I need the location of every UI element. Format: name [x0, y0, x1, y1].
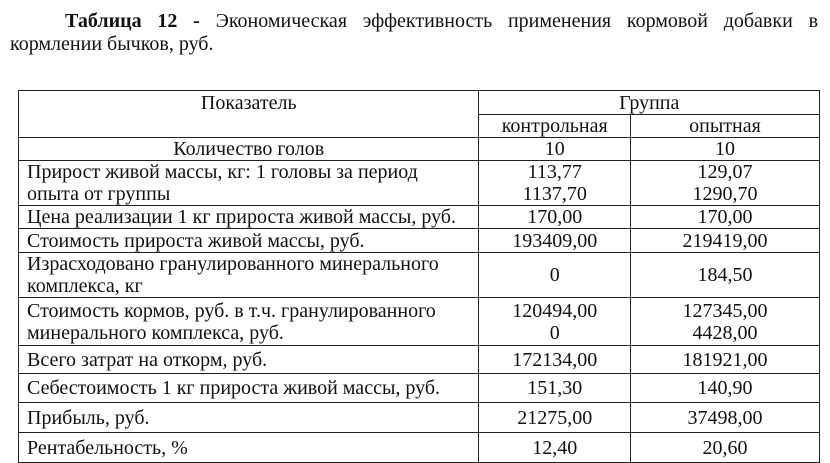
economic-efficiency-table: [18, 90, 820, 463]
control-value-cell: [479, 253, 630, 298]
experimental-value-cell-line: 20,60: [702, 436, 748, 459]
table-row: [19, 298, 820, 346]
indicator-cell-line: Себестоимость 1 кг прироста живой массы, руб.: [27, 377, 441, 399]
indicator-cell-line: Рентабельность, %: [27, 436, 188, 459]
experimental-value-cell-line: 184,50: [697, 264, 753, 286]
table-number: Таблица 12: [65, 10, 178, 32]
experimental-value-cell: [630, 138, 819, 161]
indicator-cell-line: Стоимость прироста живой массы, руб.: [27, 229, 365, 252]
experimental-value-cell-line: 1290,70: [692, 183, 758, 205]
control-value-cell: [479, 298, 630, 346]
indicator-cell-line: Количество голов: [173, 138, 325, 160]
indicator-cell-line: опыта от группы: [27, 183, 171, 205]
experimental-value-cell-line: 37498,00: [687, 406, 763, 429]
experimental-value-cell-line: 170,00: [697, 206, 753, 228]
experimental-value-cell: [630, 253, 819, 298]
indicator-cell: [19, 374, 479, 403]
table-row: [19, 253, 820, 298]
control-value-cell-line: 120494,00: [512, 299, 598, 322]
experimental-value-cell: [630, 298, 819, 346]
control-value-cell-line: 172134,00: [512, 348, 598, 371]
experimental-value-cell: [630, 229, 819, 253]
experimental-value-cell: [630, 433, 819, 463]
experimental-value-cell-line: 4428,00: [692, 321, 758, 344]
control-value-cell-line: 0: [549, 321, 560, 344]
indicator-cell: [19, 161, 479, 206]
control-value-cell-line: 113,77: [527, 161, 582, 183]
indicator-cell-line: Всего затрат на откорм, руб.: [27, 348, 268, 371]
table-row: [19, 433, 820, 463]
experimental-value-cell: [630, 346, 819, 374]
indicator-cell-line: Израсходовано гранулированного минерального: [27, 253, 439, 275]
indicator-cell: [19, 433, 479, 463]
table-row: [19, 374, 820, 403]
control-value-cell-line: 170,00: [527, 206, 583, 228]
indicator-cell-line: комплекса, кг: [27, 275, 143, 297]
experimental-value-cell: [630, 374, 819, 403]
control-value-cell: [479, 403, 630, 433]
indicator-cell-line: Прирост живой массы, кг: 1 головы за период: [27, 161, 418, 183]
control-value-cell: [479, 229, 630, 253]
experimental-value-cell: [630, 161, 819, 206]
experimental-value-cell-line: 127345,00: [682, 299, 768, 322]
experimental-value-cell: [630, 206, 819, 229]
control-value-cell-line: 21275,00: [517, 406, 593, 429]
table-row: [19, 161, 820, 206]
indicator-cell: [19, 346, 479, 374]
control-value-cell-line: 1137,70: [522, 183, 587, 205]
indicator-cell: [19, 403, 479, 433]
caption-text: Экономическая эффективность применения кормовой добавки в кормлении бычков, руб.: [10, 10, 819, 55]
control-value-cell-line: 193409,00: [512, 229, 598, 252]
indicator-cell: [19, 229, 479, 253]
table-row: [19, 206, 820, 229]
table-row: [19, 229, 820, 253]
experimental-value-cell: [630, 403, 819, 433]
indicator-cell-line: Цена реализации 1 кг прироста живой массы, руб.: [27, 206, 456, 228]
caption-separator: -: [193, 10, 200, 32]
indicator-cell: [19, 298, 479, 346]
experimental-value-cell-line: 219419,00: [682, 229, 768, 252]
table-row: [19, 403, 820, 433]
control-value-cell: [479, 346, 630, 374]
indicator-cell-line: минерального комплекса, руб.: [27, 321, 284, 344]
control-value-cell: [479, 206, 630, 229]
header-group: Группа: [479, 91, 820, 115]
header-row: [19, 91, 820, 115]
indicator-cell: [19, 206, 479, 229]
header-experimental: опытная: [630, 115, 819, 138]
control-value-cell: [479, 433, 630, 463]
experimental-value-cell-line: 181921,00: [682, 348, 768, 371]
experimental-value-cell-line: 140,90: [697, 377, 753, 399]
table-row: [19, 346, 820, 374]
control-value-cell-line: 10: [544, 138, 565, 160]
experimental-value-cell-line: 129,07: [697, 161, 753, 183]
control-value-cell: [479, 374, 630, 403]
indicator-cell: [19, 138, 479, 161]
control-value-cell: [479, 161, 630, 206]
control-value-cell-line: 151,30: [527, 377, 583, 399]
table-caption: [10, 10, 818, 56]
indicator-cell: [19, 253, 479, 298]
control-value-cell-line: 12,40: [532, 436, 578, 459]
control-value-cell: [479, 138, 630, 161]
table-row: [19, 138, 820, 161]
indicator-cell-line: Стоимость кормов, руб. в т.ч. гранулированного: [27, 299, 436, 322]
header-control: контрольная: [479, 115, 630, 138]
header-indicator: Показатель: [19, 91, 479, 138]
control-value-cell-line: 0: [549, 264, 560, 286]
experimental-value-cell-line: 10: [714, 138, 735, 160]
indicator-cell-line: Прибыль, руб.: [27, 406, 150, 429]
